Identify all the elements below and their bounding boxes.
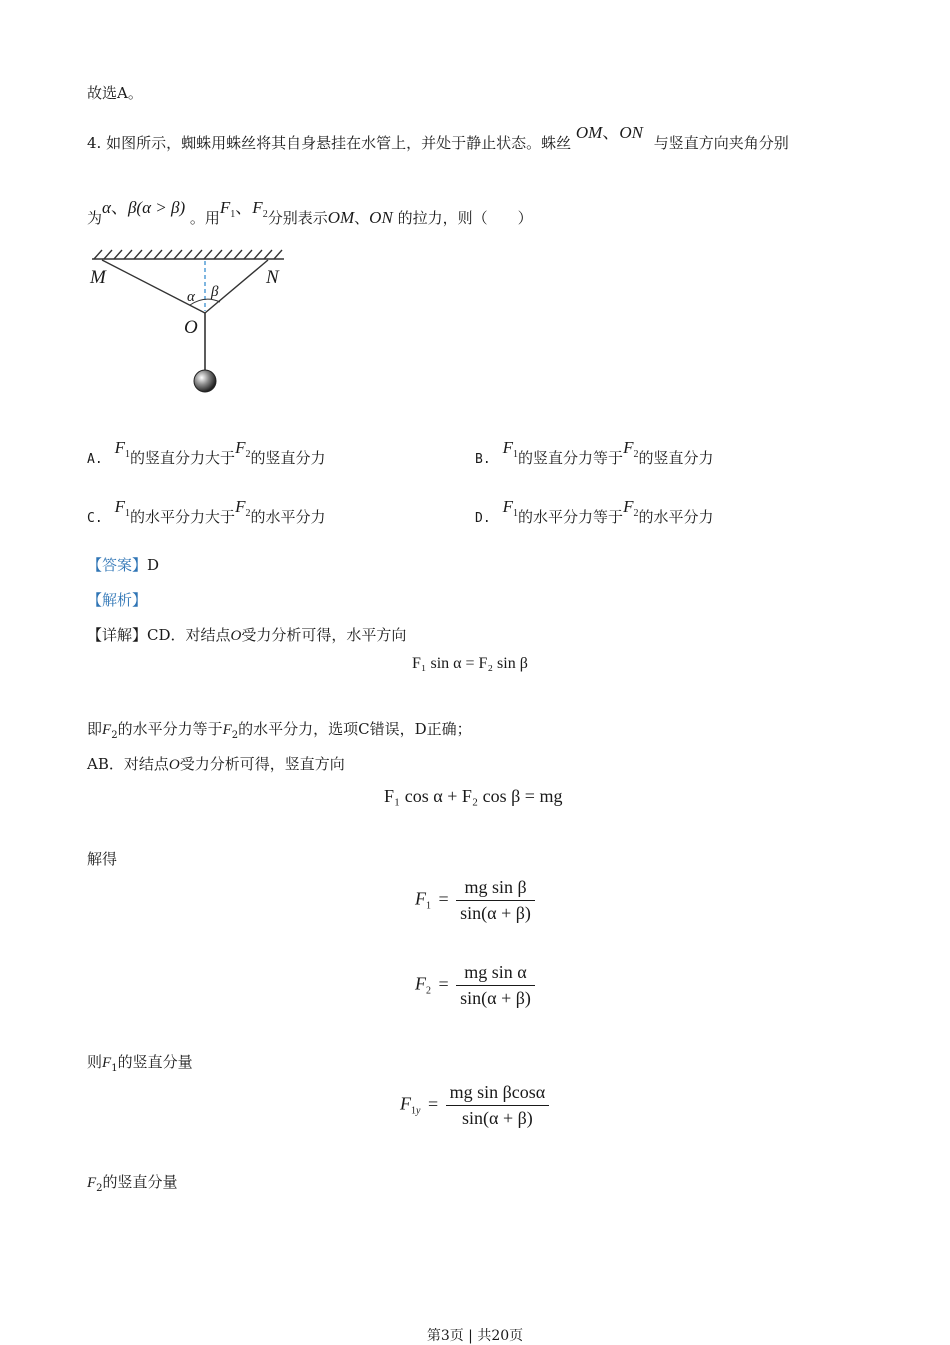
then-f1-vertical: 则$F_1$的竖直分量 (87, 1053, 193, 1074)
spider-figure (86, 245, 296, 395)
equation-f1: $F_1$ = $\frac{\text{mg sin β}}{\sin(\alpha + \beta)}$ (415, 877, 535, 924)
equation-f1y: $F_{1y}$ = $\frac{\text{mg sin βcosα}}{\sin(\alpha + \beta)}$ (400, 1082, 549, 1129)
equation-horizontal: F₁ sin α = F₂ sin β (412, 655, 528, 672)
label-alpha: α (187, 289, 195, 305)
answer-tag: 【答案】 (87, 556, 148, 574)
answer-line (87, 554, 159, 575)
equation-f2: $F_2$ = $\frac{\text{mg sin α}}{\sin(\alpha + \beta)}$ (415, 962, 535, 1009)
option-c[interactable]: $C.F_1$的水平分力大于$F_2$的水平分力 (87, 497, 326, 526)
option-d[interactable]: $D.F_1$的水平分力等于$F_2$的水平分力 (475, 497, 714, 526)
thread-om (102, 260, 205, 313)
label-n: N (266, 267, 279, 288)
previous-conclusion: 故选A。 (87, 84, 143, 102)
question-line-1: 4. 如图所示，蜘蛛用蛛丝将其自身悬挂在水管上，并处于静止状态。蛛丝 OM、ON 与竖直方向夹角分别 (87, 123, 789, 152)
spider-ball (194, 370, 216, 392)
solve-label: 解得 (87, 850, 118, 868)
question-number: 4. (87, 134, 102, 152)
analysis-tag: 【解析】 (87, 591, 148, 609)
detail-ab-line: AB．对结点O受力分析可得，竖直方向 (87, 755, 345, 773)
option-b[interactable]: $B.F_1$的竖直分力等于$F_2$的竖直分力 (475, 438, 714, 467)
question-line-2: 为α、β(α > β) 。用$F_1$、$F_2$分别表示OM、ON 的拉力，则（ ） (87, 198, 533, 227)
answer-value: D (147, 556, 160, 574)
f2-vertical-label: $F_2$的竖直分量 (87, 1173, 178, 1194)
equation-vertical: F₁ cos α + F₂ cos β = mg (384, 786, 563, 806)
option-a[interactable]: $A.F_1$的竖直分力大于$F_2$的竖直分力 (87, 438, 326, 467)
detail-cd-line: 【详解】CD．对结点O受力分析可得，水平方向 (87, 626, 407, 644)
detail-ji-line: 即$F_2$的水平分力等于$F_2$的水平分力，选项C错误，D正确； (87, 720, 472, 741)
label-m: M (90, 267, 106, 288)
label-beta: β (211, 284, 219, 300)
page-footer: 第3页 | 共20页 (426, 1328, 524, 1344)
pipe-hatching (92, 250, 284, 259)
label-o: O (184, 317, 198, 338)
